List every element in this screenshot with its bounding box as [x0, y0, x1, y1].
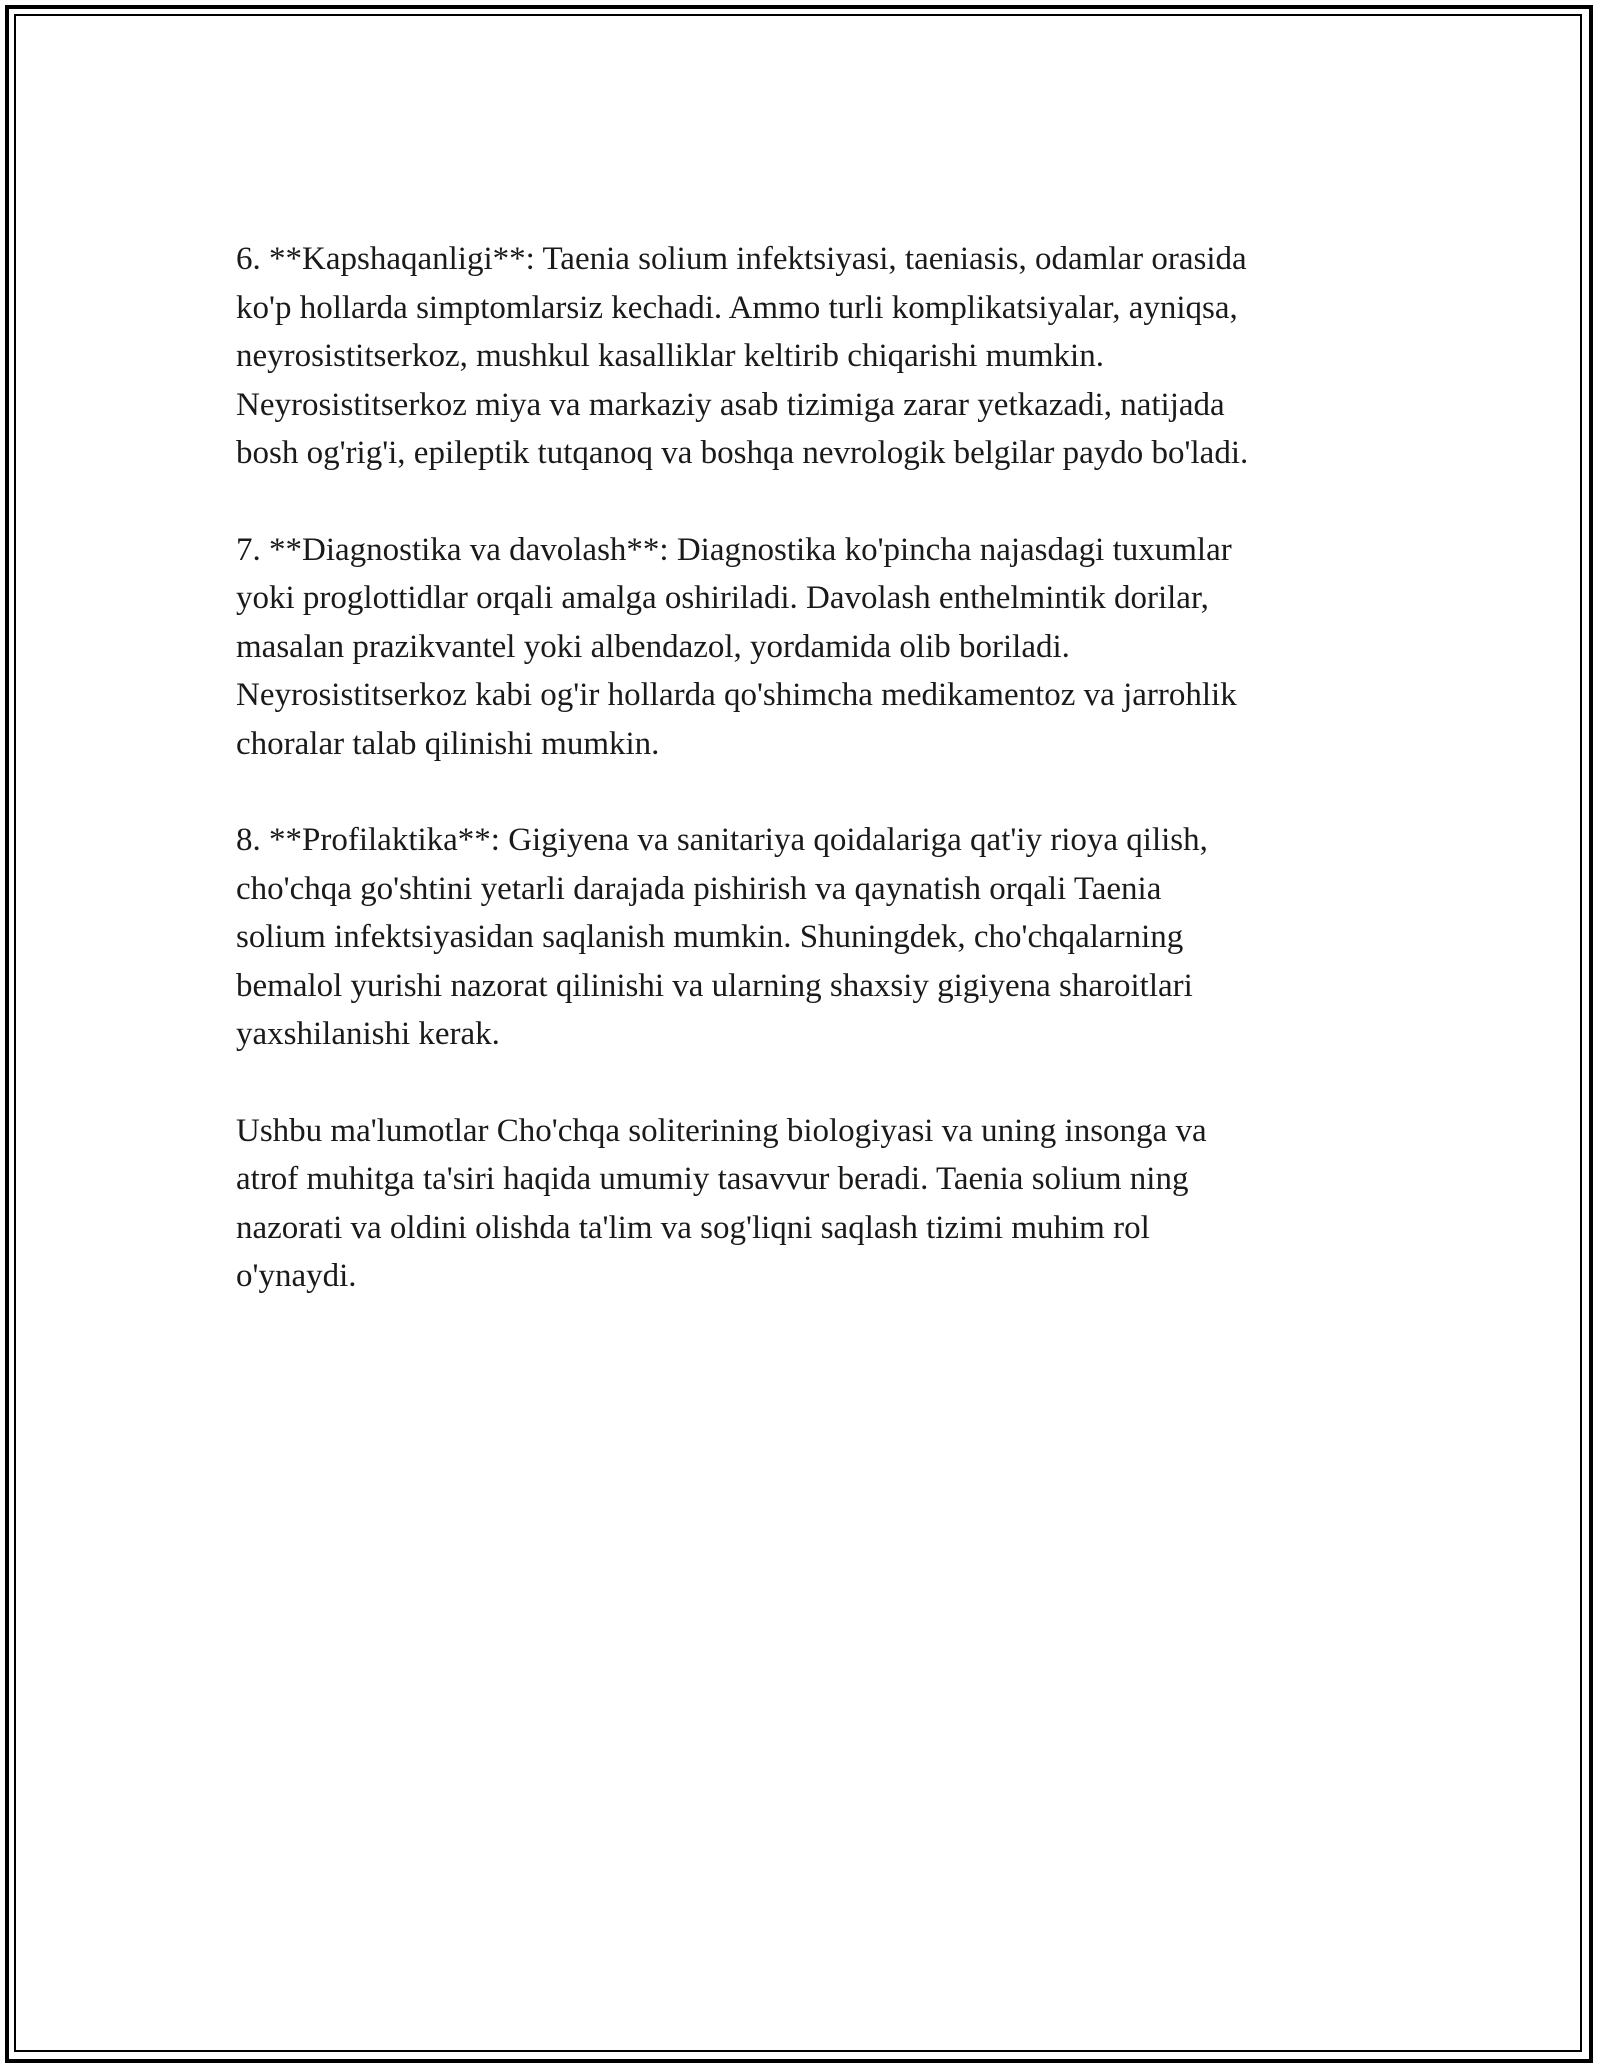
paragraph-profilaktika: 8. **Profilaktika**: Gigiyena va sanitariya qoidalariga qat'iy rioya qilish, cho'chqa go'shtini yetarli darajada pishirish va qaynatish orqali Taenia solium infektsiyasidan saqlanish mumkin. Shuningdek, cho'chqalarning bemalol yurishi nazorat qilinishi va ularning shaxsiy gigiyena sharoitlari yaxshilanishi kerak.	[236, 822, 1208, 1052]
paragraph-kapshaqanligi: 6. **Kapshaqanligi**: Taenia solium infektsiyasi, taeniasis, odamlar orasida ko'p hollarda simptomlarsiz kechadi. Ammo turli komplikatsiyalar, ayniqsa, neyrosistitserkoz, mushkul kasalliklar keltirib chiqarishi mumkin. Neyrosistitserkoz miya va markaziy asab tizimiga zarar yetkazadi, natijada bosh og'rig'i, epileptik tutqanoq va boshqa nevrologik belgilar paydo bo'ladi.	[236, 241, 1249, 471]
paragraph-diagnostika: 7. **Diagnostika va davolash**: Diagnostika ko'pincha najasdagi tuxumlar yoki proglottidlar orqali amalga oshiriladi. Davolash enthelmintik dorilar, masalan prazikvantel yoki albendazol, yordamida olib boriladi. Neyrosistitserkoz kabi og'ir hollarda qo'shimcha medikamentoz va jarrohlik choralar talab qilinishi mumkin.	[236, 531, 1237, 762]
paragraph-conclusion: Ushbu ma'lumotlar Cho'chqa soliterining biologiyasi va uning insonga va atrof muhitga ta'siri haqida umumiy tasavvur beradi. Taenia solium ning nazorati va oldini olishda ta'lim va sog'liqni saqlash tizimi muhim rol o'ynaydi.	[236, 1112, 1207, 1294]
document-body	[236, 235, 1386, 1349]
